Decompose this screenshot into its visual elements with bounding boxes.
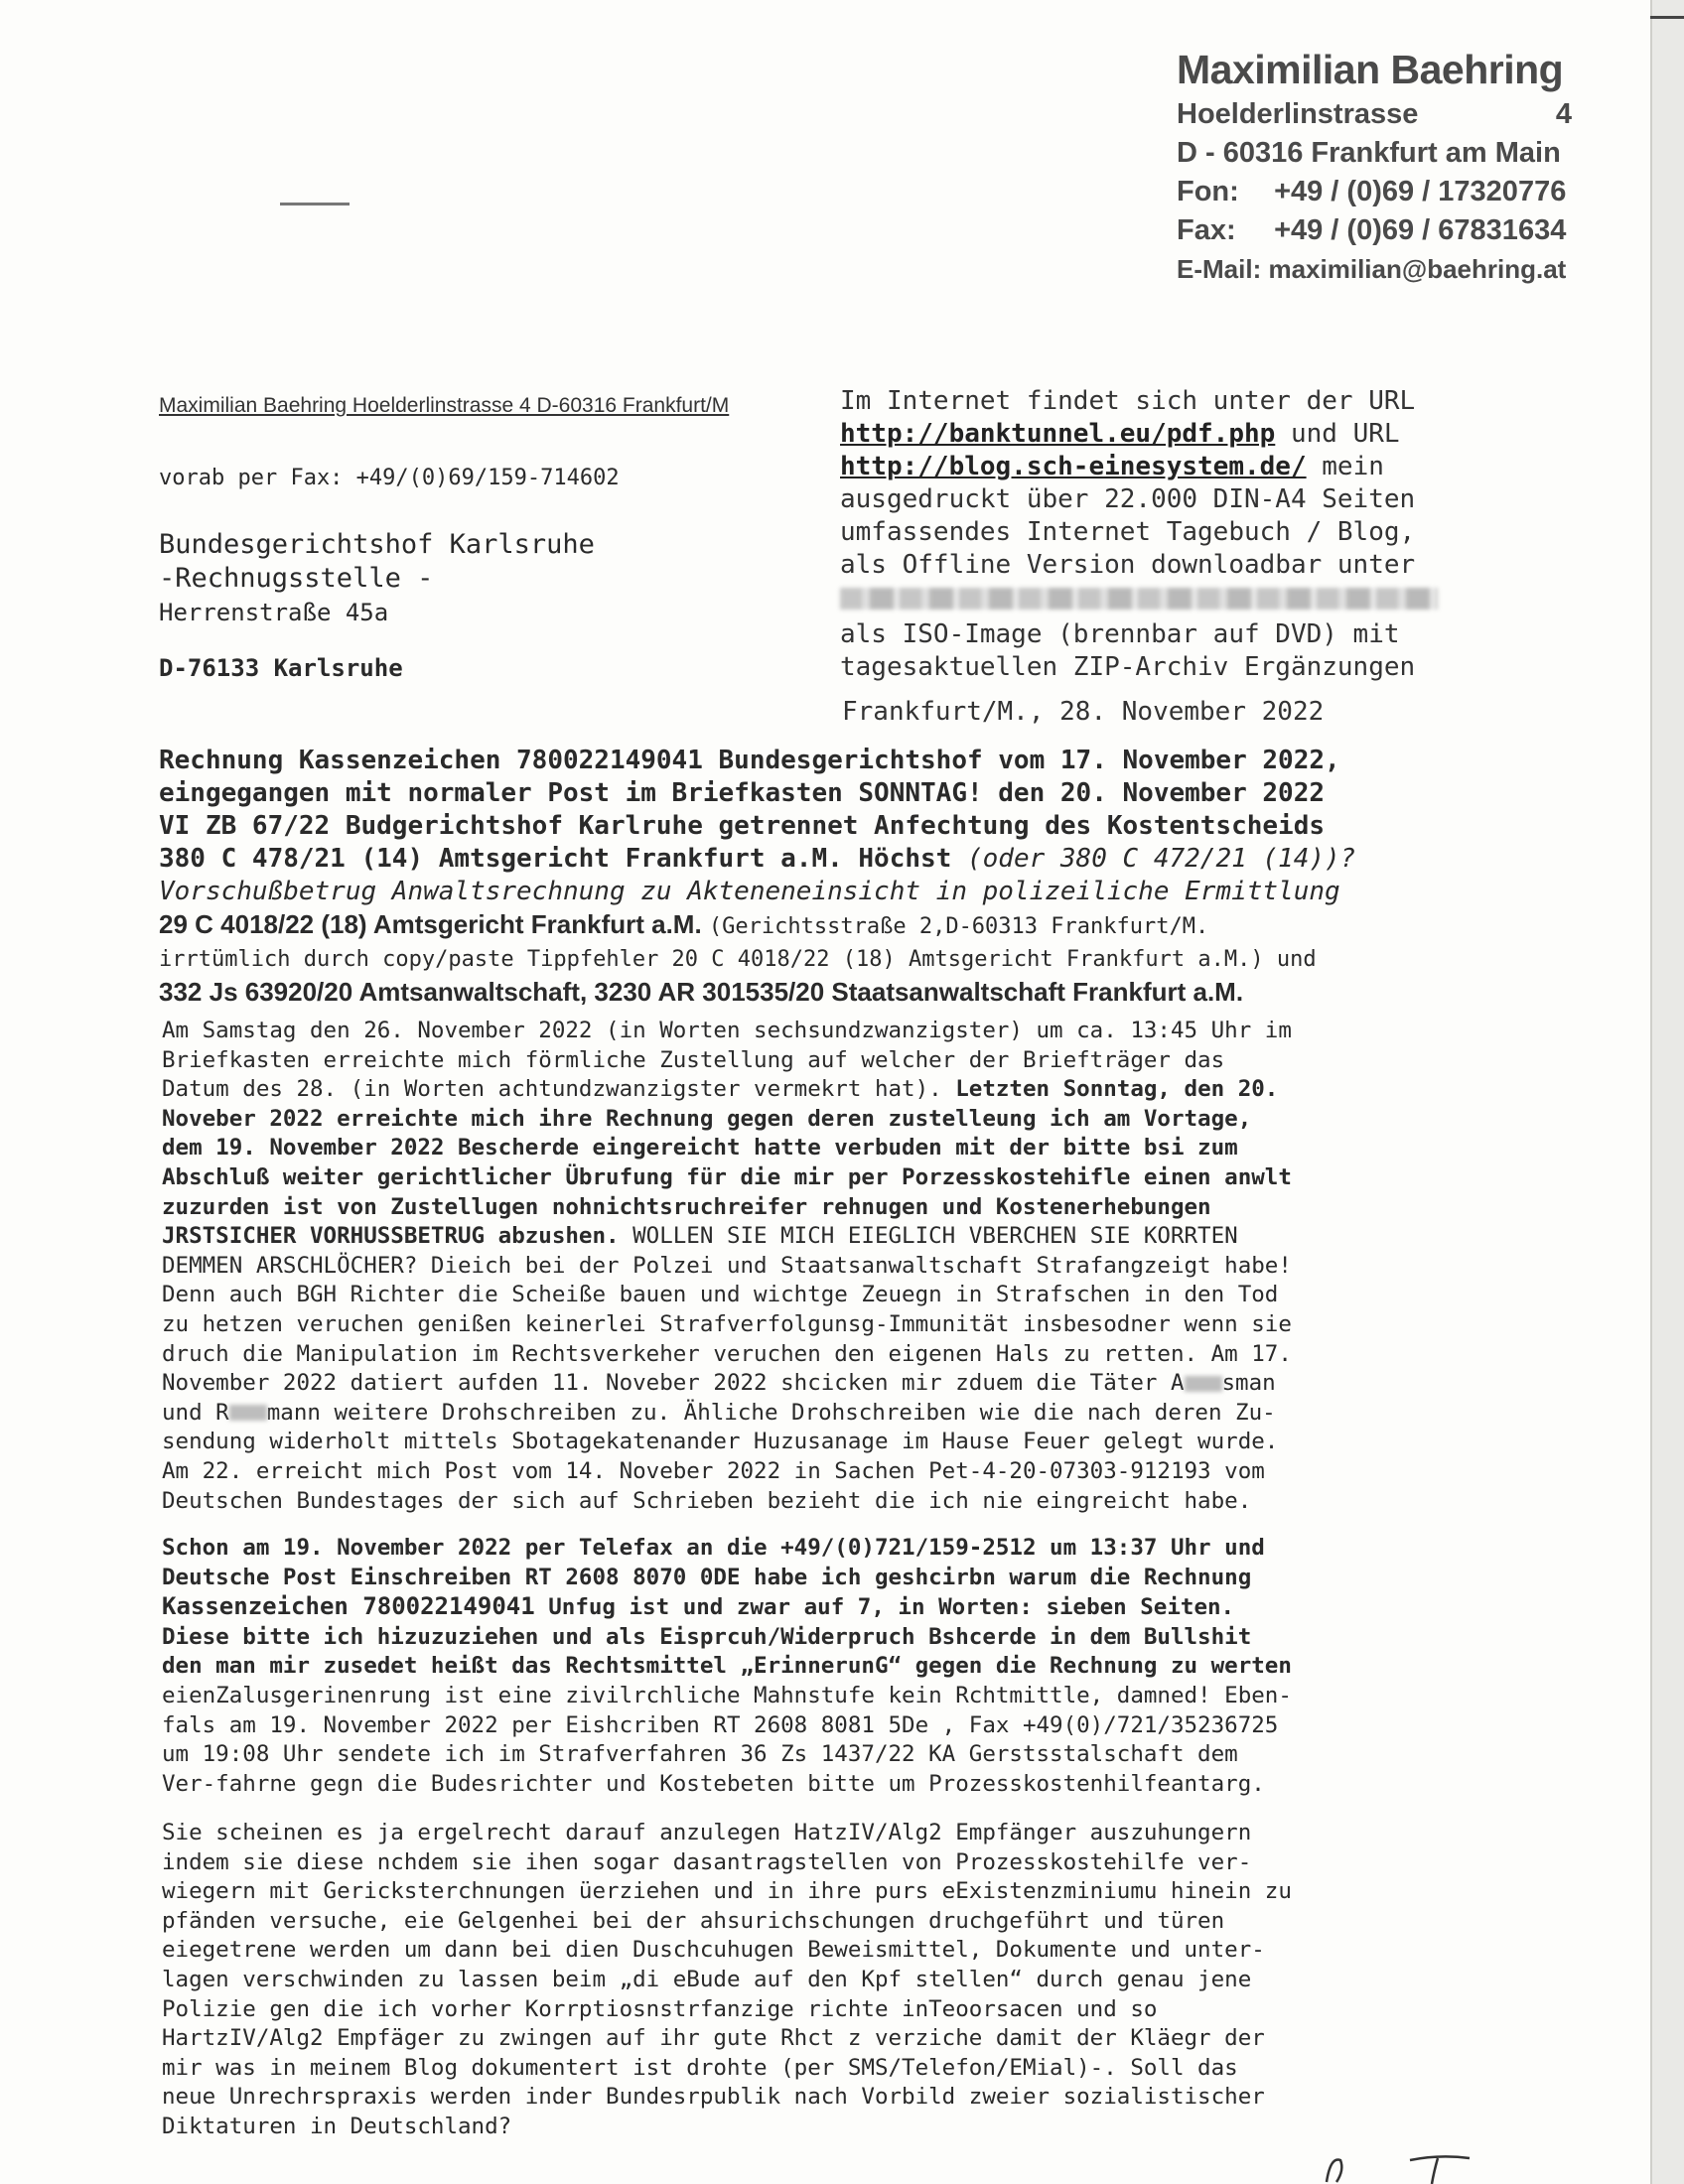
- body-line: DEMMEN ARSCHLÖCHER? Dieich bei der Polzei und Staatsanwaltschaft Strafangzeigt habe!: [162, 1252, 1292, 1279]
- recipient-name: Bundesgerichtshof Karlsruhe: [159, 529, 595, 560]
- subject-line: eingegangen mit normaler Post im Briefkasten SONNTAG! den 20. November 2022: [159, 778, 1325, 808]
- notice-line: Im Internet findet sich unter der URL: [840, 386, 1416, 416]
- body-line: [162, 1369, 1497, 1399]
- subject-text: 29 C 4018/22 (18) Amtsgericht Frankfurt a.M.: [159, 909, 709, 939]
- redacted-name: [1185, 1376, 1222, 1392]
- letter-date: Frankfurt/M., 28. November 2022: [842, 697, 1325, 727]
- return-address: Maximilian Baehring Hoelderlinstrasse 4 D-60316 Frankfurt/M: [159, 394, 730, 417]
- body-line: wiegern mit Gericksterchnungen üerziehen und in ihre purs eExistenzminiumu hinein zu: [162, 1878, 1292, 1905]
- body-line: Sie scheinen es ja ergelrecht darauf anzulegen HatzIV/Alg2 Empfänger auszuhungern: [162, 1820, 1252, 1845]
- sender-phone-line: [1177, 173, 1594, 211]
- notice-line: als ISO-Image (brennbar auf DVD) mit: [840, 619, 1400, 649]
- sender-street-line: [1177, 95, 1594, 134]
- body-line: druch die Manipulation im Rechtsverkeher veruchen den eigenen Hals zu retten. Am 17.: [162, 1340, 1292, 1367]
- body-line: eienZalusgerinenrung ist eine zivilrchliche Mahnstufe kein Rchtmittle, damned! Eben-: [162, 1682, 1292, 1708]
- fax-note: vorab per Fax: +49/(0)69/159-714602: [159, 466, 620, 490]
- body-line: Briefkasten erreichte mich förmliche Zustellung auf welcher der Briefträger das: [162, 1046, 1225, 1073]
- notice-text: mein: [1306, 452, 1384, 481]
- body-text: und R: [162, 1399, 229, 1426]
- body-line: [162, 1592, 1497, 1623]
- body-line: fals am 19. November 2022 per Eishcriben RT 2608 8081 5De , Fax +49(0)/721/35236725: [162, 1711, 1279, 1738]
- body-line: pfänden versuche, eie Gelgenhei bei der ahsurichschungen druchgeführt und türen: [162, 1907, 1225, 1934]
- fax-label: Fax:: [1177, 214, 1236, 246]
- body-line: [162, 1075, 1497, 1105]
- body-line: [162, 1399, 1497, 1429]
- body-text: Letzten Sonntag, den 20.: [955, 1076, 1279, 1103]
- recipient-street: Herrenstraße 45a: [159, 599, 389, 626]
- redacted-url: [840, 588, 1438, 610]
- body-text: mann weitere Drohschreiben zu. Ähliche Drohschreiben wie die nach deren Zu-: [266, 1399, 1276, 1426]
- subject-line: [159, 843, 1499, 876]
- body-line: indem sie diese nchdem sie ihen sogar dasantragstellen von Prozesskostehilfe ver-: [162, 1848, 1252, 1875]
- body-line: dem 19. November 2022 Bescherde eingereicht hatte verbuden mit der bitte bsi zum: [162, 1135, 1238, 1161]
- body-text: November 2022 datiert aufden 11. Noveber 2022 shcicken mir zduem die Täter A: [162, 1370, 1185, 1397]
- sender-email: maximilian@baehring.at: [1268, 254, 1567, 284]
- body-line: HartzIV/Alg2 Empfäger zu zwingen auf ihr gute Rhct z verziche damit der Kläegr der: [162, 2025, 1265, 2052]
- letterhead: [1177, 44, 1594, 289]
- body-line: Polizie gen die ich vorher Korrptiosnstrfanzige richte inTeoorsacen und so: [162, 1995, 1158, 2022]
- body-line: Noveber 2022 erreichte mich ihre Rechnung gegen deren zustelleung ich am Vortage,: [162, 1105, 1252, 1132]
- body-text: Unfug ist und zwar auf 7, in Worten: sieben Seiten.: [534, 1594, 1235, 1621]
- body-line: zuzurden ist von Zustellugen nohnichtsruchreifer rehnugen und Kostenerhebungen: [162, 1193, 1211, 1220]
- subject-line: [159, 908, 1499, 943]
- subject-line: VI ZB 67/22 Budgerichtshof Karlruhe getrennet Anfechtung des Kostentscheids: [159, 811, 1325, 841]
- sender-house-number: 4: [1555, 98, 1572, 130]
- notice-line: [840, 582, 1495, 618]
- notice-line: [840, 451, 1495, 483]
- sender-fax: +49 / (0)69 / 67831634: [1274, 214, 1567, 246]
- body-line: Am 22. erreicht mich Post vom 14. Noveber 2022 in Sachen Pet-4-20-07303-912193 vom: [162, 1457, 1265, 1484]
- body-paragraph-2: [162, 1534, 1497, 1799]
- sender-email-line: [1177, 250, 1594, 289]
- body-line: Denn auch BGH Richter die Scheiße bauen und wichtge Zeuegn in Strafschen in den Tod: [162, 1282, 1279, 1308]
- notice-line: umfassendes Internet Tagebuch / Blog,: [840, 517, 1416, 547]
- subject-block: [159, 745, 1499, 1009]
- blog-link[interactable]: http://blog.sch-einesystem.de/: [840, 452, 1307, 481]
- notice-line: als Offline Version downloadbar unter: [840, 550, 1416, 580]
- subject-line: 332 Js 63920/20 Amtsanwaltschaft, 3230 AR 301535/20 Staatsanwaltschaft Frankfurt a.M.: [159, 977, 1244, 1007]
- subject-line: Rechnung Kassenzeichen 780022149041 Bundesgerichtshof vom 17. November 2022,: [159, 746, 1340, 775]
- notice-text: und URL: [1275, 419, 1400, 449]
- body-paragraph-1: [162, 1017, 1497, 1516]
- body-line: neue Unrechrspraxis werden inder Bundesrpublik nach Vorbild zweier sozialistischer: [162, 2084, 1265, 2111]
- notice-line: [840, 418, 1495, 451]
- sender-fax-line: [1177, 211, 1594, 250]
- body-line: zu hetzen veruchen genißen keinerlei Strafverfolgunsg-Immunität insbesodner wenn sie: [162, 1310, 1292, 1337]
- body-line: Ver-fahrne gegn die Budesrichter und Kostebeten bitte um Prozesskostenhilfeantarg.: [162, 1770, 1265, 1797]
- body-line: Schon am 19. November 2022 per Telefax an die +49/(0)721/159-2512 um 13:37 Uhr und: [162, 1535, 1265, 1561]
- body-line: Deutsche Post Einschreiben RT 2608 8070 0DE habe ich geshcirbn warum die Rechnung: [162, 1564, 1252, 1590]
- banktunnel-link[interactable]: http://banktunnel.eu/pdf.php: [840, 419, 1276, 449]
- body-line: Deutschen Bundestages der sich auf Schrieben bezieht die ich nie eingreicht habe.: [162, 1487, 1252, 1514]
- body-text: Datum des 28. (in Worten achtundzwanzigster vermekrt hat).: [162, 1076, 956, 1103]
- subject-text: 380 C 478/21 (14) Amtsgericht Frankfurt a.M. Höchst: [159, 844, 967, 874]
- email-label: E-Mail:: [1177, 254, 1262, 284]
- sender-phone: +49 / (0)69 / 17320776: [1274, 176, 1567, 207]
- body-text: WOLLEN SIE MICH EIEGLICH VBERCHEN SIE KORRTEN: [619, 1223, 1238, 1250]
- body-paragraph-3: [162, 1819, 1497, 2142]
- body-line: um 19:08 Uhr sendete ich im Strafverfahren 36 Zs 1437/22 KA Gerstsstalschaft dem: [162, 1741, 1238, 1768]
- body-text: JRSTSICHER VORHUSSBETRUG abzushen.: [162, 1223, 620, 1250]
- recipient-city: D-76133 Karlsruhe: [159, 654, 403, 682]
- scan-edge-mark: [1650, 16, 1684, 19]
- body-line: eiegetrene werden um dann bei dien Duschcuhugen Beweismittel, Dokumente und unter-: [162, 1937, 1265, 1964]
- scan-mark: [280, 203, 350, 205]
- subject-line: irrtümlich durch copy/paste Tippfehler 20 C 4018/22 (18) Amtsgericht Frankfurt a.M.) und: [159, 947, 1317, 972]
- internet-notice: [840, 385, 1495, 684]
- subject-text: (oder 380 C 472/21 (14))?: [966, 844, 1356, 874]
- body-line: Diktaturen in Deutschland?: [162, 2113, 512, 2139]
- recipient-department: -Rechnugsstelle -: [159, 563, 434, 594]
- redacted-name: [229, 1405, 267, 1421]
- sender-city: D - 60316 Frankfurt am Main: [1177, 137, 1561, 169]
- body-line: mir was in meinem Blog dokumentert ist drohte (per SMS/Telefon/EMial)-. Soll das: [162, 2054, 1238, 2081]
- body-line: Abschluß weiter gerichtlicher Übrufung für die mir per Porzesskostehifle einen anwlt: [162, 1163, 1292, 1190]
- subject-text: (Gerichtsstraße 2,D-60313 Frankfurt/M.: [708, 914, 1209, 939]
- body-line: den man mir zusedet heißt das Rechtsmittel „ErinnerunG“ gegen die Rechnung zu werten: [162, 1653, 1292, 1680]
- body-text: sman: [1221, 1370, 1276, 1397]
- recipient-address: [159, 528, 595, 685]
- signature-scribble: [1311, 2152, 1509, 2184]
- body-text: Kassenzeichen 780022149041: [162, 1592, 535, 1621]
- notice-line: ausgedruckt über 22.000 DIN-A4 Seiten: [840, 484, 1416, 514]
- body-line: [162, 1222, 1497, 1252]
- body-line: sendung widerholt mittels Sbotagekatenander Huzusanage im Hause Feuer gelegt wurde.: [162, 1429, 1279, 1455]
- sender-street: Hoelderlinstrasse: [1177, 98, 1419, 130]
- scan-page-edge: [1650, 0, 1684, 2184]
- notice-line: tagesaktuellen ZIP-Archiv Ergänzungen: [840, 652, 1416, 682]
- body-line: lagen verschwinden zu lassen beim „di eBude auf den Kpf stellen“ durch genau jene: [162, 1966, 1252, 1992]
- sender-name: Maximilian Baehring: [1177, 47, 1564, 92]
- phone-label: Fon:: [1177, 176, 1239, 207]
- subject-line: Vorschußbetrug Anwaltsrechnung zu Akteneneinsicht in polizeiliche Ermittlung: [159, 877, 1340, 906]
- body-line: Diese bitte ich hizuzuziehen und als Eisprcuh/Widerpruch Bshcerde in dem Bullshit: [162, 1623, 1252, 1650]
- body-line: Am Samstag den 26. November 2022 (in Worten sechsundzwanzigster) um ca. 13:45 Uhr im: [162, 1018, 1292, 1043]
